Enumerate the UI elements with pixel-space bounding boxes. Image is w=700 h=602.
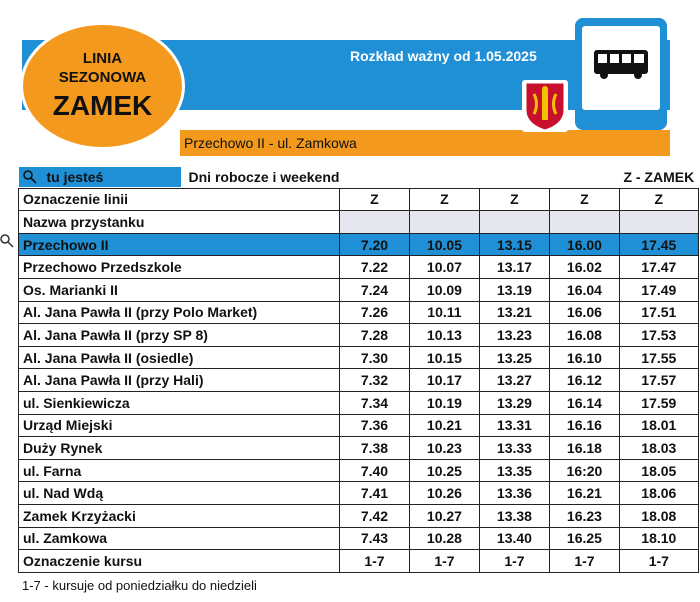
- departure-time: 7.26: [339, 301, 409, 324]
- departure-time: 16.21: [549, 482, 619, 505]
- valid-from-text: Rozkład ważny od 1.05.2025: [350, 48, 537, 64]
- departure-time: 10.13: [409, 324, 479, 347]
- departure-time: 10.27: [409, 504, 479, 527]
- timetable-header: [0, 0, 700, 160]
- departure-time: 10.21: [409, 414, 479, 437]
- course-code: 1-7: [549, 550, 619, 573]
- departure-time: 13.35: [479, 459, 549, 482]
- line-badge-line2: SEZONOWA: [58, 69, 147, 86]
- departure-time: 7.28: [339, 324, 409, 347]
- departure-time: 17.47: [619, 256, 698, 279]
- stop-name: Przechowo Przedszkole: [19, 256, 340, 279]
- bus-stop-sign-icon: [575, 18, 667, 130]
- town-crest-icon: [522, 80, 568, 132]
- line-header: Oznaczenie linii: [19, 188, 340, 211]
- departure-time: 10.09: [409, 278, 479, 301]
- departure-time: 13.21: [479, 301, 549, 324]
- stop-name: Al. Jana Pawła II (przy Polo Market): [19, 301, 340, 324]
- stop-row: [19, 324, 699, 347]
- departure-time: 7.36: [339, 414, 409, 437]
- days-label: Dni robocze i weekend: [188, 168, 340, 185]
- departure-time: 18.06: [619, 482, 698, 505]
- departure-time: 7.30: [339, 346, 409, 369]
- departure-time: 10.23: [409, 437, 479, 460]
- departure-time: 10.11: [409, 301, 479, 324]
- stop-row: [19, 527, 699, 550]
- stop-name: Urząd Miejski: [19, 414, 340, 437]
- departure-time: 10.07: [409, 256, 479, 279]
- line-badge-name: ZAMEK: [52, 90, 153, 121]
- course-code: 1-7: [479, 550, 549, 573]
- bus-sign-panel: [582, 26, 660, 110]
- stop-row: [19, 278, 699, 301]
- footnote: 1-7 - kursuje od poniedziałku do niedzieli: [22, 578, 257, 593]
- line-code: Z: [339, 188, 409, 211]
- stop-row: [19, 391, 699, 414]
- you-are-here-marker-icon: [0, 234, 14, 248]
- departure-time: 7.38: [339, 437, 409, 460]
- departure-time: 10.28: [409, 527, 479, 550]
- stop-row: [19, 437, 699, 460]
- stop-name: Al. Jana Pawła II (przy Hali): [19, 369, 340, 392]
- stop-header-row: [19, 211, 699, 234]
- line-code: Z: [549, 188, 619, 211]
- stop-row: [19, 414, 699, 437]
- departure-time: 16.06: [549, 301, 619, 324]
- departure-time: 17.53: [619, 324, 698, 347]
- departure-time: 16:20: [549, 459, 619, 482]
- timetable-caption-row: [19, 166, 699, 188]
- departure-time: 7.22: [339, 256, 409, 279]
- stop-row: [19, 256, 699, 279]
- departure-time: 17.49: [619, 278, 698, 301]
- direction-label: Z - ZAMEK: [623, 168, 695, 185]
- departure-time: 10.17: [409, 369, 479, 392]
- stop-name: ul. Nad Wdą: [19, 482, 340, 505]
- departure-time: 13.23: [479, 324, 549, 347]
- departure-time: 18.08: [619, 504, 698, 527]
- departure-time: 13.36: [479, 482, 549, 505]
- departure-time: 13.33: [479, 437, 549, 460]
- course-code-row: [19, 550, 699, 573]
- departure-time: 16.10: [549, 346, 619, 369]
- departure-time: 13.19: [479, 278, 549, 301]
- stop-name: Al. Jana Pawła II (osiedle): [19, 346, 340, 369]
- you-are-here-label: tu jesteś: [46, 168, 104, 185]
- departure-time: 17.57: [619, 369, 698, 392]
- stop-row: [19, 346, 699, 369]
- line-code-row: [19, 188, 699, 211]
- departure-time: 13.27: [479, 369, 549, 392]
- departure-time: 13.25: [479, 346, 549, 369]
- departure-time: 13.40: [479, 527, 549, 550]
- departure-time: 17.45: [619, 233, 698, 256]
- search-icon: [23, 170, 37, 184]
- stop-header: Nazwa przystanku: [19, 211, 340, 234]
- stop-name: ul. Zamkowa: [19, 527, 340, 550]
- departure-time: 10.19: [409, 391, 479, 414]
- departure-time: 17.59: [619, 391, 698, 414]
- departure-time: 16.08: [549, 324, 619, 347]
- departure-time: 7.20: [339, 233, 409, 256]
- stop-row: [19, 369, 699, 392]
- departure-time: 7.24: [339, 278, 409, 301]
- departure-time: 18.03: [619, 437, 698, 460]
- stop-name: ul. Sienkiewicza: [19, 391, 340, 414]
- departure-time: 18.10: [619, 527, 698, 550]
- bus-icon: [582, 26, 660, 110]
- departure-time: 10.05: [409, 233, 479, 256]
- stop-row: [19, 482, 699, 505]
- stop-row: [19, 233, 699, 256]
- stop-row: [19, 504, 699, 527]
- line-badge: [20, 22, 185, 150]
- departure-time: 18.05: [619, 459, 698, 482]
- departure-time: 13.17: [479, 256, 549, 279]
- departure-time: 18.01: [619, 414, 698, 437]
- stop-name: Duży Rynek: [19, 437, 340, 460]
- stop-row: [19, 301, 699, 324]
- course-code: 1-7: [619, 550, 698, 573]
- stop-row: [19, 459, 699, 482]
- departure-time: 16.25: [549, 527, 619, 550]
- departure-time: 13.38: [479, 504, 549, 527]
- departure-time: 16.16: [549, 414, 619, 437]
- timetable: [18, 166, 699, 573]
- course-code: 1-7: [339, 550, 409, 573]
- departure-time: 7.32: [339, 369, 409, 392]
- stop-name: Os. Marianki II: [19, 278, 340, 301]
- departure-time: 17.55: [619, 346, 698, 369]
- line-code: Z: [409, 188, 479, 211]
- stop-name: Przechowo II: [19, 233, 340, 256]
- departure-time: 10.26: [409, 482, 479, 505]
- departure-time: 16.18: [549, 437, 619, 460]
- departure-time: 13.15: [479, 233, 549, 256]
- departure-time: 16.23: [549, 504, 619, 527]
- timetable-grid: [18, 166, 699, 573]
- stop-name: Al. Jana Pawła II (przy SP 8): [19, 324, 340, 347]
- current-route-label: Przechowo II - ul. Zamkowa: [184, 135, 357, 151]
- line-code: Z: [479, 188, 549, 211]
- departure-time: 16.02: [549, 256, 619, 279]
- departure-time: 17.51: [619, 301, 698, 324]
- departure-time: 10.25: [409, 459, 479, 482]
- course-code: 1-7: [409, 550, 479, 573]
- departure-time: 7.43: [339, 527, 409, 550]
- departure-time: 16.14: [549, 391, 619, 414]
- departure-time: 13.31: [479, 414, 549, 437]
- departure-time: 16.00: [549, 233, 619, 256]
- departure-time: 16.04: [549, 278, 619, 301]
- departure-time: 10.15: [409, 346, 479, 369]
- line-code: Z: [619, 188, 698, 211]
- departure-time: 7.41: [339, 482, 409, 505]
- departure-time: 13.29: [479, 391, 549, 414]
- departure-time: 7.42: [339, 504, 409, 527]
- departure-time: 16.12: [549, 369, 619, 392]
- stop-name: Zamek Krzyżacki: [19, 504, 340, 527]
- course-header: Oznaczenie kursu: [19, 550, 340, 573]
- stop-name: ul. Farna: [19, 459, 340, 482]
- departure-time: 7.34: [339, 391, 409, 414]
- you-are-here-badge: [19, 167, 181, 187]
- line-badge-line1: LINIA: [82, 50, 123, 67]
- departure-time: 7.40: [339, 459, 409, 482]
